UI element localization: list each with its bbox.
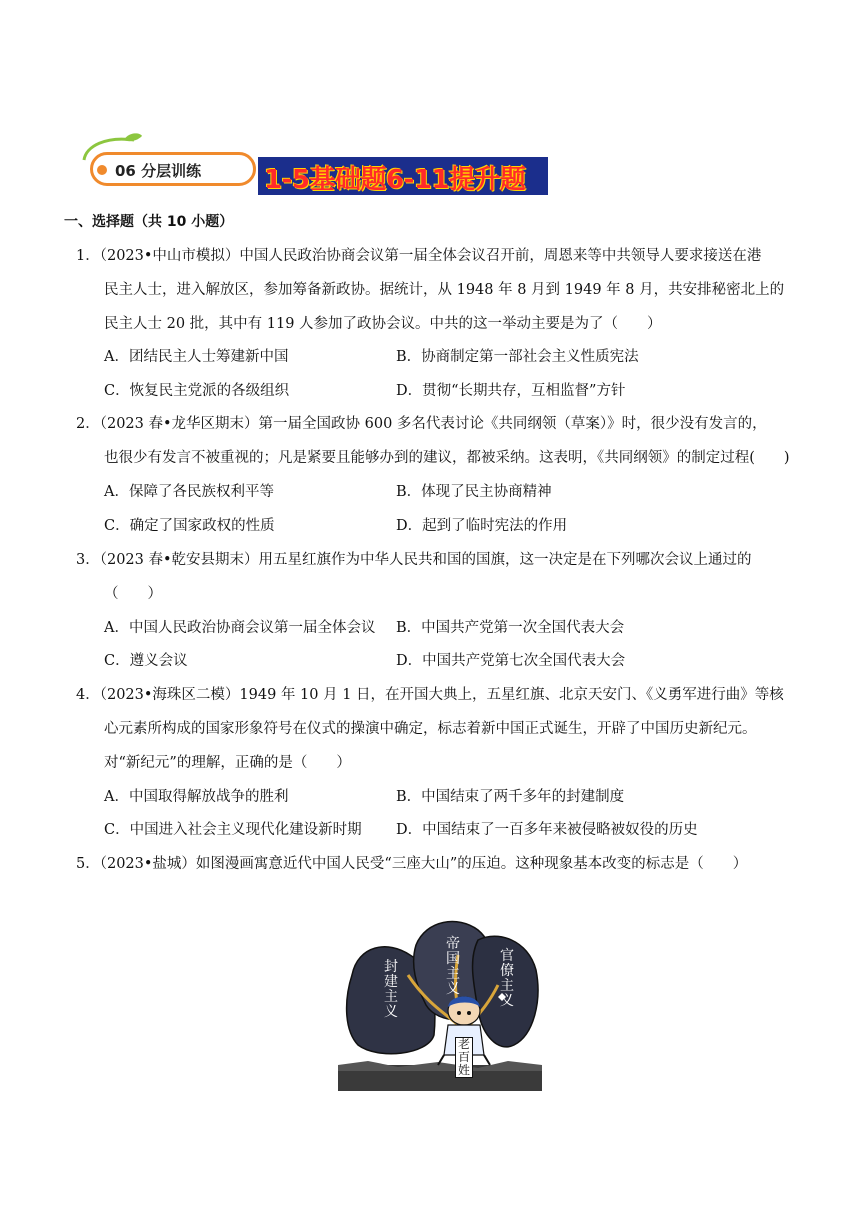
question-text-line: 对“新纪元”的理解，正确的是（ ）: [104, 755, 351, 771]
option-a[interactable]: A．中国取得解放战争的胜利: [104, 789, 289, 805]
cartoon-label-bureaucratism: 官僚主义: [500, 948, 514, 1009]
option-b[interactable]: B．中国结束了两千多年的封建制度: [396, 789, 625, 805]
option-b[interactable]: B．体现了民主协商精神: [396, 484, 552, 500]
cartoon-label-imperialism: 帝国主义: [446, 936, 460, 997]
option-b[interactable]: B．中国共产党第一次全国代表大会: [396, 620, 625, 636]
question-text-line: 也很少有发言不被重视的；凡是紧要且能够办到的建议，都被采纳。这表明，《共同纲领》的制定过程( ): [104, 450, 790, 466]
cartoon-label-feudalism: 封建主义: [384, 959, 398, 1020]
question-text-line: 1．（2023•中山市模拟）中国人民政治协商会议第一届全体会议召开前，周恩来等中共领导人要求接送在港: [76, 248, 762, 264]
three-mountains-cartoon: [338, 915, 542, 1091]
question-text-line: 5．（2023•盐城）如图漫画寓意近代中国人民受“三座大山”的压迫。这种现象基本改变的标志是（ ）: [76, 856, 748, 872]
question-text-line: （ ）: [104, 586, 162, 602]
difficulty-tag: [258, 157, 548, 195]
option-c[interactable]: C．中国进入社会主义现代化建设新时期: [104, 822, 362, 838]
question-text-line: 3．（2023 春•乾安县期末）用五星红旗作为中华人民共和国的国旗，这一决定是在下列哪次会议上通过的: [76, 552, 752, 568]
option-a[interactable]: A．团结民主人士筹建新中国: [104, 349, 289, 365]
option-b[interactable]: B．协商制定第一部社会主义性质宪法: [396, 349, 639, 365]
question-text-line: 心元素所构成的国家形象符号在仪式的操演中确定，标志着新中国正式诞生，开辟了中国历史新纪元。: [104, 721, 757, 737]
difficulty-tag-label: 1-5基础题6-11提升题: [264, 165, 526, 195]
option-d[interactable]: D．贯彻“长期共存，互相监督”方针: [396, 383, 626, 399]
option-d[interactable]: D．中国共产党第七次全国代表大会: [396, 653, 626, 669]
question-text-line: 4．（2023•海珠区二模）1949 年 10 月 1 日，在开国大典上，五星红旗、北京天安门、《义勇军进行曲》等核: [76, 687, 784, 703]
option-d[interactable]: D．中国结束了一百多年来被侵略被奴役的历史: [396, 822, 698, 838]
bullet-dot-icon: [97, 165, 107, 175]
option-d[interactable]: D．起到了临时宪法的作用: [396, 518, 568, 534]
cartoon-label-common-people: 老百姓: [455, 1037, 473, 1078]
option-a[interactable]: A．中国人民政治协商会议第一届全体会议: [104, 620, 376, 636]
question-text-line: 民主人士 20 批，其中有 119 人参加了政协会议。中共的这一举动主要是为了（ ）: [104, 316, 662, 332]
section-banner: [76, 132, 276, 194]
question-text-line: 2．（2023 春•龙华区期末）第一届全国政协 600 多名代表讨论《共同纲领（草案）》时，很少没有发言的，: [76, 416, 767, 432]
question-text-line: 民主人士，进入解放区，参加筹备新政协。据统计，从 1948 年 8 月到 1949 年 8 月，共安排秘密北上的: [104, 282, 785, 298]
badge-label: 06 分层训练: [115, 162, 202, 180]
option-c[interactable]: C．遵义会议: [104, 653, 188, 669]
option-c[interactable]: C．恢复民主党派的各级组织: [104, 383, 290, 399]
option-c[interactable]: C．确定了国家政权的性质: [104, 518, 275, 534]
badge-pill: [90, 152, 256, 186]
option-a[interactable]: A．保障了各民族权利平等: [104, 484, 274, 500]
section-title: 一、选择题（共 10 小题）: [64, 214, 234, 230]
